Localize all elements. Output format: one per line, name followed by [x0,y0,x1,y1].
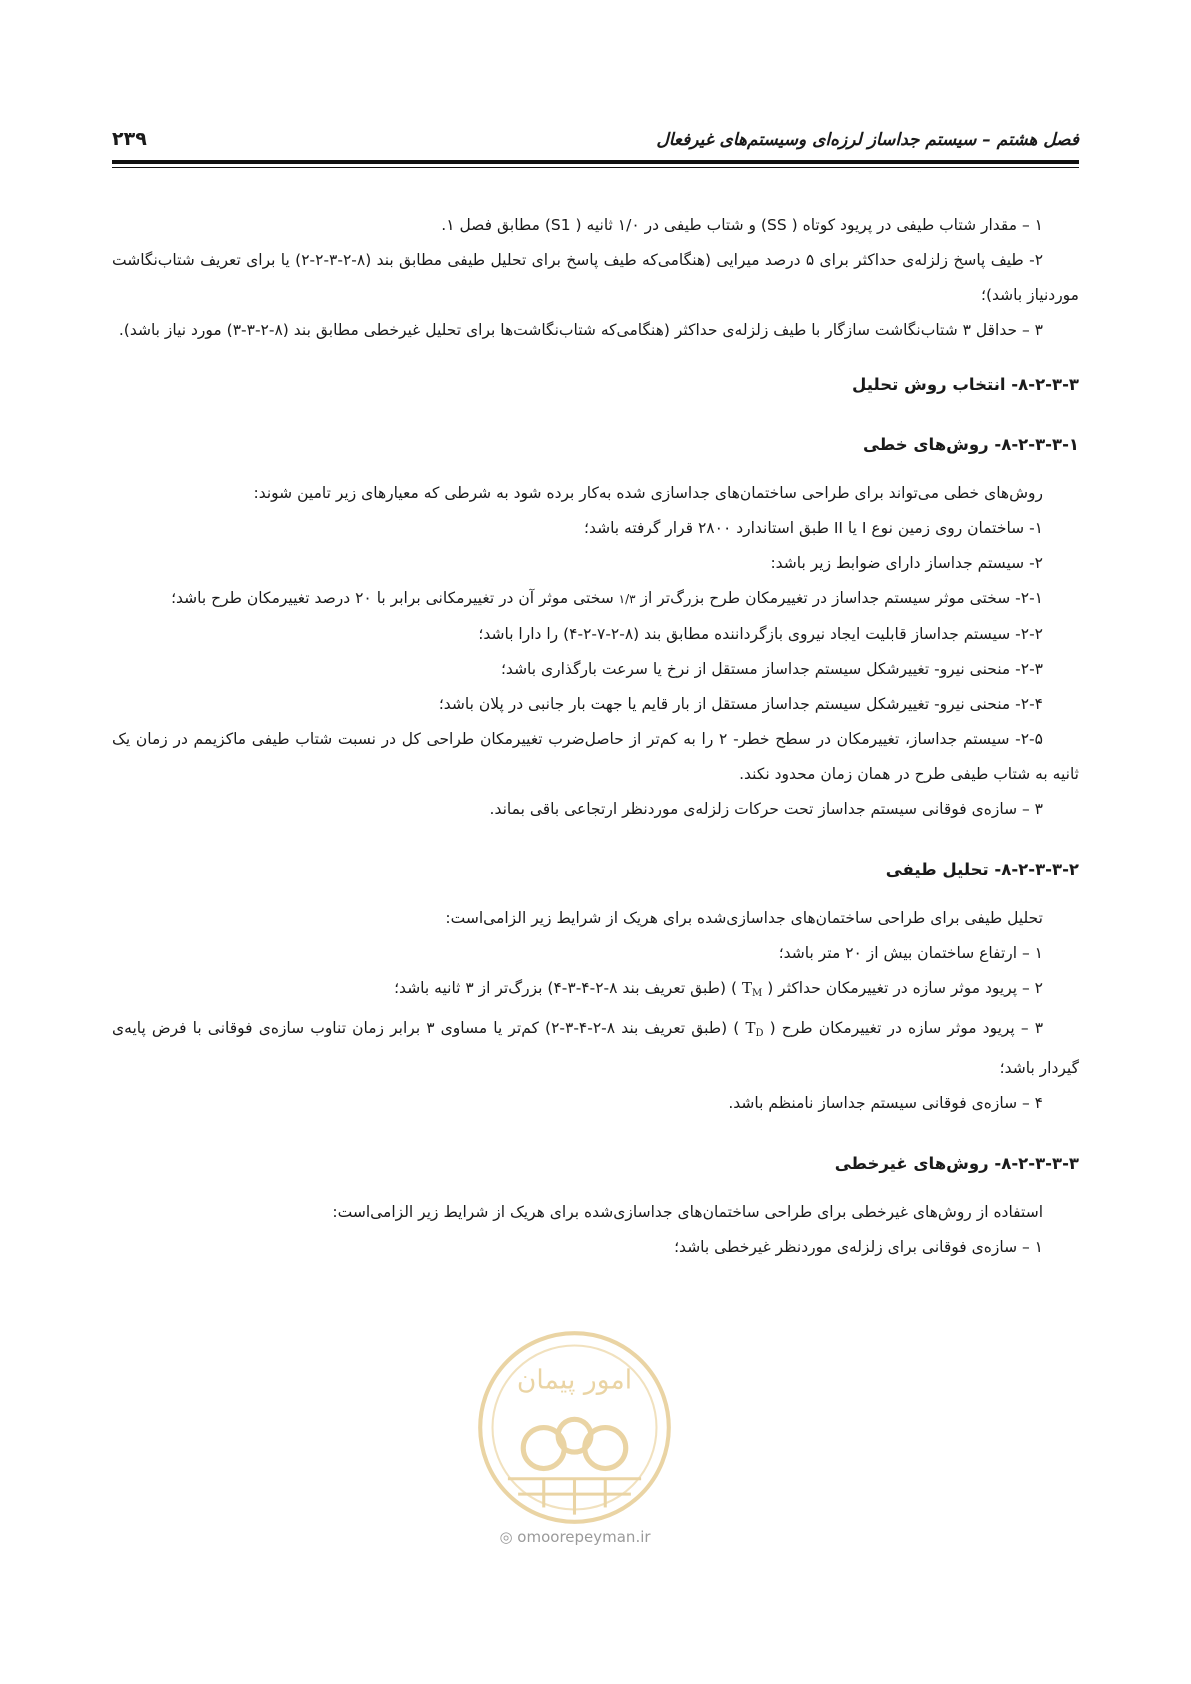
linear-item-2-2: ۲-۲- سیستم جداساز قابلیت ایجاد نیروی بازگرداننده مطابق بند (۸-۲-۷-۲-۴) را دارا باشد؛ [478,625,1043,643]
intro-item-2: ۲- طیف پاسخ زلزله‌ی حداکثر برای ۵ درصد میرایی (هنگامی‌که طیف پاسخ برای تحلیل طیفی مطابق بند (۸-۲-۳-۲-۲) یا برای تعریف شتاب‌نگاشت موردنیاز باشد)؛ [112,251,1079,304]
page-number: ۲۳۹ [112,128,147,150]
heading-spectral-analysis: ۸-۲-۳-۳-۲- تحلیل طیفی [885,860,1079,879]
watermark-url: ◎ omoorepeyman.ir [499,1528,651,1546]
watermark-logo [472,1325,677,1530]
linear-item-2: ۲- سیستم جداساز دارای ضوابط زیر باشد: [770,554,1043,572]
header-rule-thin [112,167,1079,168]
spectral-item-3: ۳ – پریود موثر سازه در تغییرمکان طرح ( $T_D$ ) (طبق تعریف بند ۸-۲-۴-۳-۲) کم‌تر یا مساوی ۳ برابر زمان تناوب سازه‌ی فوقانی با فرض پایه‌ی گیردار باشد؛ [112,1019,1079,1077]
spectral-item-2: ۲ – پریود موثر سازه در تغییرمکان حداکثر ( $T_M$ ) (طبق تعریف بند ۸-۲-۴-۳-۴) بزرگ‌تر از ۳ ثانیه باشد؛ [394,979,1043,999]
linear-item-2-5: ۲-۵- سیستم جداساز، تغییرمکان در سطح خطر- ۲ را به کم‌تر از حاصل‌ضرب تغییرمکان طراحی کل در نسبت شتاب طیفی ماکزیمم در زمان یک ثانیه به شتاب طیفی طرح در همان زمان محدود نکند. [112,730,1079,783]
symbol-tm: $T_M$ [741,979,763,999]
heading-linear-methods: ۸-۲-۳-۳-۱- روش‌های خطی [862,435,1079,454]
linear-intro: روش‌های خطی می‌تواند برای طراحی ساختمان‌های جداسازی شده به‌کار برده شود به شرطی که معیارهای زیر تامین شوند: [253,484,1043,502]
watermark-logo-text: امور پیمان [516,1364,633,1396]
fraction-one-third: ۱/۳ [618,592,636,606]
nonlinear-intro: استفاده از روش‌های غیرخطی برای طراحی ساختمان‌های جداسازی‌شده برای هریک از شرایط زیر الزامی‌است: [332,1203,1043,1221]
heading-analysis-method: ۸-۲-۳-۳- انتخاب روش تحلیل [852,375,1079,394]
chapter-title: فصل هشتم – سیستم جداساز لرزه‌ای وسیستم‌های غیرفعال [656,130,1079,150]
symbol-td: $T_D$ [745,1019,764,1039]
linear-item-1: ۱- ساختمان روی زمین نوع I یا II طبق استاندارد ۲۸۰۰ قرار گرفته باشد؛ [584,519,1043,537]
linear-item-3: ۳ – سازه‌ی فوقانی سیستم جداساز تحت حرکات زلزله‌ی موردنظر ارتجاعی باقی بماند. [489,800,1043,818]
intro-item-3: ۳ – حداقل ۳ شتاب‌نگاشت سازگار با طیف زلزله‌ی حداکثر (هنگامی‌که شتاب‌نگاشت‌ها برای تحلیل غیرخطی مطابق بند (۸-۲-۳-۳) مورد نیاز باشد). [118,321,1043,339]
header-rule-thick [112,160,1079,164]
heading-nonlinear-methods: ۸-۲-۳-۳-۳- روش‌های غیرخطی [834,1154,1079,1173]
linear-item-2-1: ۲-۱- سختی موثر سیستم جداساز در تغییرمکان طرح بزرگ‌تر از ۱/۳ سختی موثر آن در تغییرمکانی برابر با ۲۰ درصد تغییرمکان طرح باشد؛ [171,589,1043,607]
spectral-item-4: ۴ – سازه‌ی فوقانی سیستم جداساز نامنظم باشد. [728,1094,1043,1112]
page-body [112,208,1079,1265]
page-header [112,118,1079,166]
spectral-intro: تحلیل طیفی برای طراحی ساختمان‌های جداسازی‌شده برای هریک از شرایط زیر الزامی‌است: [445,909,1043,927]
spectral-item-1: ۱ – ارتفاع ساختمان بیش از ۲۰ متر باشد؛ [778,944,1043,962]
intro-item-1: ۱ – مقدار شتاب طیفی در پریود کوتاه ( SS) و شتاب طیفی در ۱/۰ ثانیه ( S1) مطابق فصل ۱. [441,216,1043,234]
linear-item-2-3: ۲-۳- منحنی نیرو- تغییرشکل سیستم جداساز مستقل از نرخ یا سرعت بارگذاری باشد؛ [501,660,1043,678]
linear-item-2-4: ۲-۴- منحنی نیرو- تغییرشکل سیستم جداساز مستقل از بار قایم یا جهت بار جانبی در پلان باشد؛ [438,695,1043,713]
nonlinear-item-1: ۱ – سازه‌ی فوقانی برای زلزله‌ی موردنظر غیرخطی باشد؛ [674,1238,1043,1256]
